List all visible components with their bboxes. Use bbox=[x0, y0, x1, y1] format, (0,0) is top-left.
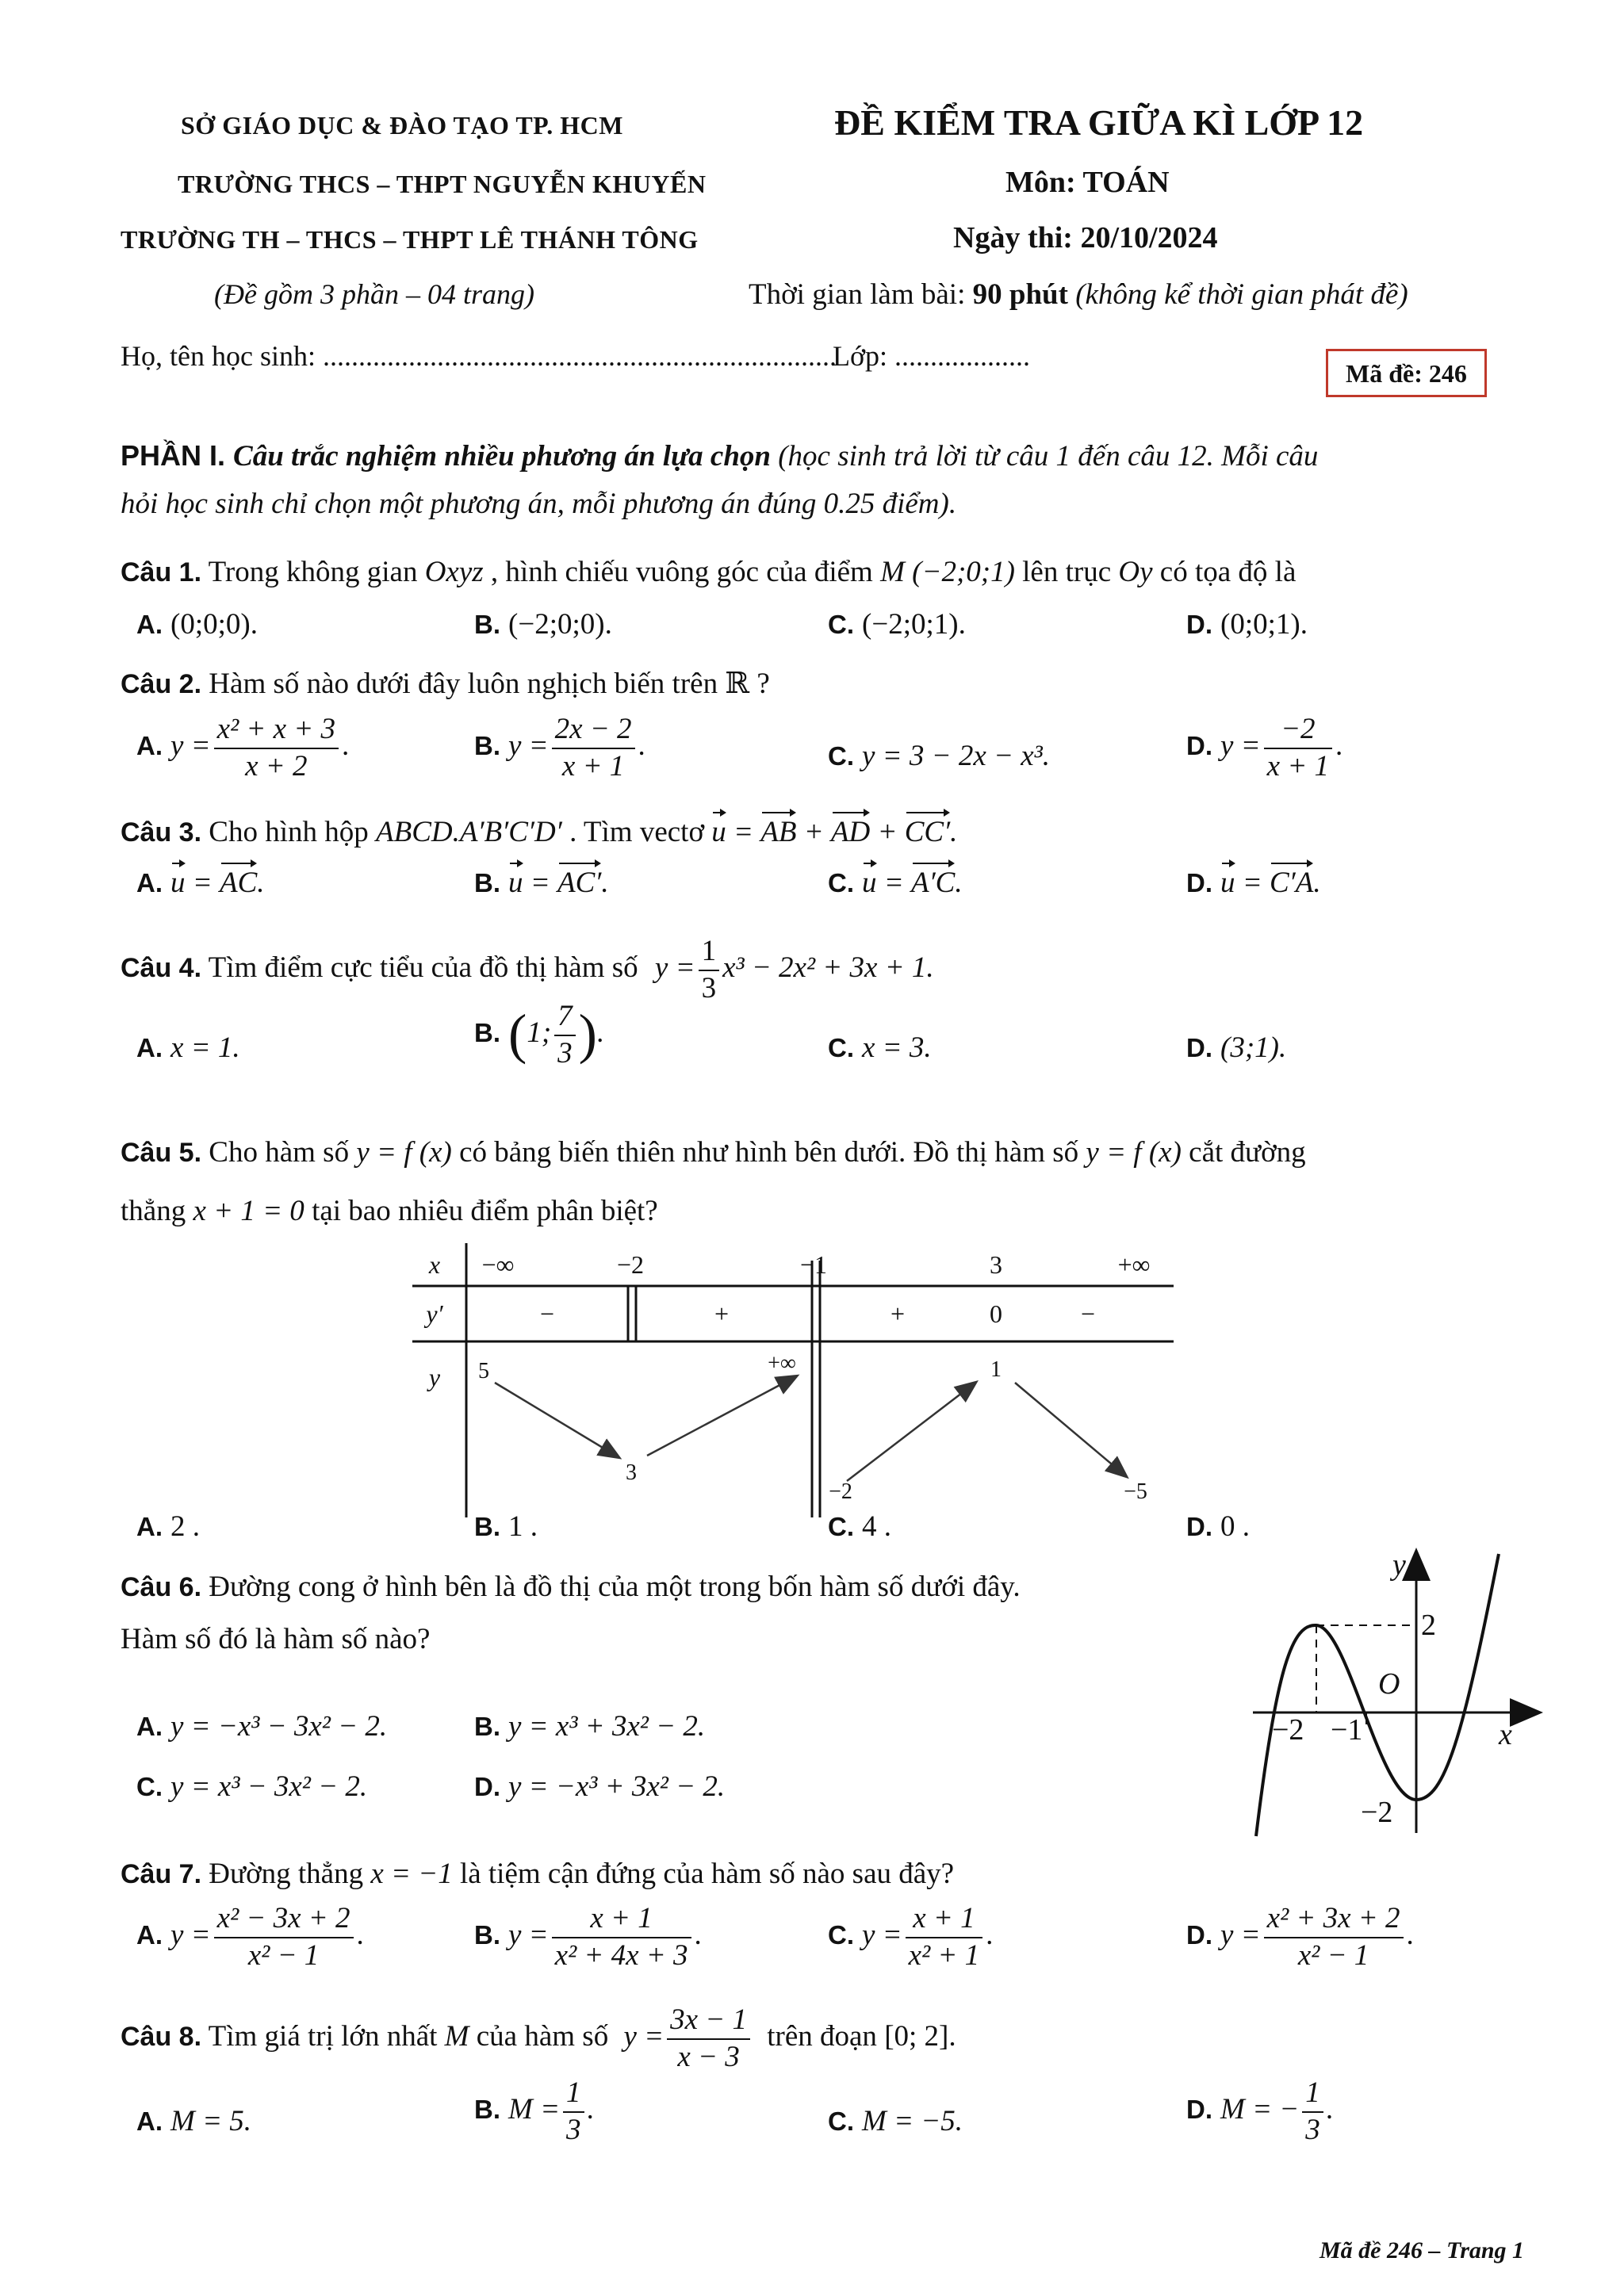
denominator: x − 3 bbox=[677, 2040, 740, 2073]
question-6-line-2: Hàm số đó là hàm số nào? bbox=[121, 1623, 431, 1655]
question-label: Câu 1. bbox=[121, 557, 202, 587]
paren-right: ) bbox=[578, 1004, 597, 1066]
option-letter: D. bbox=[1186, 731, 1212, 761]
vector: AC′ bbox=[557, 867, 602, 899]
question-1 bbox=[121, 555, 1296, 589]
y-eq: y = bbox=[862, 1919, 902, 1952]
option-text: (3;1). bbox=[1220, 1031, 1287, 1064]
exam-title: ĐỀ KIỂM TRA GIỮA KÌ LỚP 12 bbox=[834, 102, 1364, 143]
option-letter: D. bbox=[1186, 1033, 1212, 1062]
variation-table bbox=[412, 1243, 1174, 1517]
question-label: Câu 7. bbox=[121, 1859, 202, 1889]
q6-option-c[interactable] bbox=[136, 1770, 367, 1804]
q7-option-b[interactable]: B. y = $\frac{x + 1}{\text{x² + 4x + 3}}$ . bbox=[474, 1902, 702, 1972]
question-5-line-2 bbox=[121, 1194, 658, 1228]
option-letter: B. bbox=[474, 1018, 500, 1048]
q7-asymptote: x = −1 bbox=[370, 1858, 453, 1890]
denominator: 3 bbox=[1305, 2113, 1320, 2146]
fraction bbox=[1264, 1903, 1404, 1972]
option-text: y = x³ − 3x² − 2. bbox=[170, 1770, 368, 1803]
vector-ab: AB bbox=[760, 816, 797, 848]
numerator: x + 1 bbox=[552, 1903, 691, 1938]
option-letter: C. bbox=[828, 610, 854, 639]
option-text: y = −x³ − 3x² − 2. bbox=[170, 1710, 388, 1743]
fraction bbox=[1302, 2077, 1323, 2146]
variation-arrow-up bbox=[647, 1376, 796, 1456]
option-text: y = x³ + 3x² − 2. bbox=[508, 1710, 706, 1743]
y-eq: y = bbox=[508, 1919, 549, 1952]
question-6 bbox=[121, 1570, 1021, 1604]
vector: C′A bbox=[1269, 867, 1314, 899]
vector-u: u bbox=[862, 867, 877, 899]
y-value: −2 bbox=[829, 1479, 852, 1504]
q1-option-a[interactable] bbox=[136, 607, 258, 641]
derivative-sign: + bbox=[890, 1299, 906, 1328]
function-graph bbox=[1237, 1538, 1554, 1839]
x-value: −2 bbox=[616, 1250, 645, 1279]
fraction bbox=[554, 1001, 576, 1070]
exam-date: Ngày thi: 20/10/2024 bbox=[953, 221, 1218, 254]
school-name-2: TRƯỜNG TH – THCS – THPT LÊ THÁNH TÔNG bbox=[121, 225, 699, 254]
option-letter: A. bbox=[136, 2107, 163, 2136]
origin-label: O bbox=[1378, 1667, 1400, 1701]
denominator: x + 1 bbox=[561, 749, 625, 783]
x-value: 3 bbox=[990, 1250, 1002, 1279]
q2-option-b[interactable]: B. y = $\frac{2x - 2}{x + 1}$ . bbox=[474, 713, 645, 783]
denominator: x² − 1 bbox=[247, 1938, 320, 1972]
vector-u: u bbox=[508, 867, 523, 899]
option-text: M = −5. bbox=[862, 2105, 963, 2137]
option-text: 2 . bbox=[170, 1510, 200, 1543]
option-letter: C. bbox=[828, 2107, 854, 2136]
fraction bbox=[214, 714, 339, 783]
denominator: x + 2 bbox=[245, 749, 308, 783]
question-3 bbox=[121, 815, 957, 849]
q8-interval: [0; 2]. bbox=[884, 2020, 956, 2053]
denominator: x² − 1 bbox=[1297, 1938, 1369, 1972]
option-text: y = 3 − 2x − x³. bbox=[862, 740, 1051, 772]
q8-option-a[interactable] bbox=[136, 2104, 251, 2138]
question-8 bbox=[121, 2004, 956, 2073]
question-label: Câu 2. bbox=[121, 669, 202, 699]
q5-text-c: cắt đường bbox=[1181, 1136, 1306, 1169]
q3-text-b: . Tìm vectơ bbox=[561, 816, 712, 848]
denominator: x² + 4x + 3 bbox=[554, 1938, 688, 1972]
q5-text-a: Cho hàm số bbox=[201, 1136, 357, 1169]
paren-left: ( bbox=[508, 1004, 527, 1066]
vector-u: u bbox=[170, 867, 186, 899]
q6-option-d[interactable] bbox=[474, 1770, 725, 1804]
denominator: 3 bbox=[701, 971, 717, 1004]
option-letter: A. bbox=[136, 1920, 163, 1950]
derivative-zero: 0 bbox=[990, 1299, 1002, 1328]
option-text: (0;0;1). bbox=[1220, 608, 1308, 641]
q2-option-a[interactable]: A. y = $\frac{\text{x² + x + 3}}{x + 2}$ . bbox=[136, 713, 350, 783]
option-letter: D. bbox=[1186, 1920, 1212, 1950]
vector: A′C bbox=[910, 867, 956, 899]
y-value: 3 bbox=[626, 1460, 637, 1485]
option-text: x = 1. bbox=[170, 1031, 240, 1064]
pages-note: (Đề gồm 3 phần – 04 trang) bbox=[214, 278, 534, 310]
numerator: 1 bbox=[699, 936, 720, 971]
option-letter: B. bbox=[474, 1712, 500, 1741]
q3-option-c[interactable] bbox=[828, 866, 963, 900]
option-letter: C. bbox=[136, 1772, 163, 1801]
option-letter: C. bbox=[828, 868, 854, 897]
q8-max-var: M bbox=[444, 2020, 469, 2053]
numerator: x + 1 bbox=[906, 1903, 982, 1938]
row-label-yprime: y′ bbox=[426, 1299, 443, 1328]
y-eq: y = bbox=[1220, 729, 1261, 763]
q1-text-c: lên trục bbox=[1014, 556, 1119, 588]
q5-option-a[interactable] bbox=[136, 1510, 200, 1544]
fn-pre: y = bbox=[654, 951, 695, 985]
q3-text-a: Cho hình hộp bbox=[201, 816, 377, 848]
q6-option-b[interactable] bbox=[474, 1709, 705, 1743]
tick-label-x2: −1 bbox=[1331, 1713, 1363, 1747]
denominator: 3 bbox=[566, 2113, 581, 2146]
q3-option-d[interactable] bbox=[1186, 866, 1321, 900]
option-text: M = − $\frac{1}{3}$ . bbox=[1220, 2076, 1335, 2146]
y-value: −5 bbox=[1124, 1479, 1147, 1504]
option-text: y = −x³ + 3x² − 2. bbox=[508, 1770, 726, 1803]
option-text: M = 5. bbox=[170, 2105, 252, 2137]
question-label: Câu 3. bbox=[121, 817, 202, 848]
cubic-curve bbox=[1256, 1554, 1499, 1836]
m-eq: M = bbox=[508, 2093, 561, 2126]
x-axis-label: x bbox=[1499, 1718, 1512, 1751]
q8-text-b: của hàm số bbox=[469, 2020, 609, 2053]
derivative-sign: + bbox=[714, 1299, 730, 1328]
denominator: 3 bbox=[557, 1036, 573, 1070]
q8-text-c: trên đoạn bbox=[767, 2020, 877, 2053]
fraction bbox=[1264, 714, 1332, 783]
question-label: Câu 6. bbox=[121, 1572, 202, 1602]
q1-text-b: , hình chiếu vuông góc của điểm bbox=[483, 556, 881, 588]
q1-text-d: có tọa độ là bbox=[1152, 556, 1297, 588]
row-label-y: y bbox=[428, 1363, 441, 1391]
option-letter: B. bbox=[474, 610, 500, 639]
numerator: −2 bbox=[1264, 714, 1332, 749]
q4-option-b[interactable] bbox=[474, 1001, 604, 1070]
numerator: 1 bbox=[1302, 2077, 1323, 2113]
tick-label-y-top: 2 bbox=[1421, 1609, 1436, 1642]
option-letter: D. bbox=[1186, 1512, 1212, 1541]
y-value: 1 bbox=[990, 1357, 1002, 1382]
option-letter: A. bbox=[136, 731, 163, 761]
q3-box: ABCD.A′B′C′D′ bbox=[376, 816, 562, 848]
department-name: SỞ GIÁO DỤC & ĐÀO TẠO TP. HCM bbox=[181, 111, 623, 140]
y-eq: y = bbox=[508, 729, 549, 763]
variation-arrow-down bbox=[495, 1383, 619, 1457]
q5-option-c[interactable] bbox=[828, 1510, 891, 1544]
option-letter: B. bbox=[474, 2095, 500, 2125]
tick-label-y-bottom: −2 bbox=[1361, 1796, 1393, 1829]
option-text: u = C′A. bbox=[1220, 867, 1321, 899]
q7-option-d[interactable]: D. y = $\frac{\text{x² + 3x + 2}}{\text{x² − 1}}$ . bbox=[1186, 1902, 1414, 1972]
q5-line2-a: thẳng bbox=[121, 1195, 193, 1227]
vector-ad: AD bbox=[830, 816, 871, 848]
variation-arrow-up bbox=[847, 1383, 975, 1481]
q2-text: Hàm số nào dưới đây luôn nghịch biến trên ℝ ? bbox=[201, 668, 770, 700]
vector-u: u bbox=[1220, 867, 1235, 899]
q8-option-d[interactable] bbox=[1186, 2077, 1334, 2146]
option-letter: C. bbox=[828, 1920, 854, 1950]
option-letter: D. bbox=[1186, 610, 1212, 639]
numerator: x² − 3x + 2 bbox=[214, 1903, 354, 1938]
fraction bbox=[667, 2004, 750, 2073]
derivative-sign: − bbox=[1080, 1299, 1096, 1328]
student-name-field: Họ, tên học sinh: ........................................................................ bbox=[121, 340, 837, 372]
q1-axis: Oy bbox=[1118, 556, 1153, 588]
duration-value: 90 phút bbox=[972, 278, 1068, 311]
q8-option-b[interactable] bbox=[474, 2077, 595, 2146]
question-2 bbox=[121, 666, 770, 701]
q1-point: M (−2;0;1) bbox=[880, 556, 1015, 588]
numerator: 3x − 1 bbox=[667, 2004, 750, 2040]
x-value: −∞ bbox=[481, 1250, 515, 1279]
y-value: 5 bbox=[478, 1359, 489, 1383]
option-letter: B. bbox=[474, 1512, 500, 1541]
q7-text-b: là tiệm cận đứng của hàm số nào sau đây? bbox=[452, 1858, 955, 1890]
y-eq: y = bbox=[1220, 1919, 1261, 1952]
q5-fn-1: y = f (x) bbox=[356, 1136, 452, 1169]
q5-option-b[interactable] bbox=[474, 1510, 538, 1544]
fraction bbox=[214, 1903, 354, 1972]
option-text: x = 3. bbox=[862, 1031, 932, 1064]
section-1-title bbox=[121, 439, 1318, 473]
y-eq: y = bbox=[170, 729, 211, 763]
option-letter: D. bbox=[474, 1772, 500, 1801]
question-5 bbox=[121, 1135, 1306, 1169]
q2-option-d[interactable]: D. y = $\frac{-2}{x + 1}$ . bbox=[1186, 713, 1343, 783]
option-text: 4 . bbox=[862, 1510, 891, 1543]
question-4 bbox=[121, 936, 934, 1004]
exam-code-box: Mã đề: 246 bbox=[1326, 349, 1487, 397]
q5-line2-b: tại bao nhiêu điểm phân biệt? bbox=[304, 1195, 658, 1227]
subject: Môn: TOÁN bbox=[1005, 166, 1170, 199]
option-text: (0;0;0). bbox=[170, 608, 258, 641]
q6-option-a[interactable] bbox=[136, 1709, 387, 1743]
fraction bbox=[699, 936, 720, 1004]
y-axis-label: y bbox=[1392, 1548, 1406, 1582]
q4-option-c[interactable] bbox=[828, 1031, 932, 1065]
q8-text-a: Tìm giá trị lớn nhất bbox=[201, 2020, 445, 2053]
question-7 bbox=[121, 1857, 954, 1891]
option-letter: B. bbox=[474, 868, 500, 897]
section-1-instructions-1: (học sinh trả lời từ câu 1 đến câu 12. Mỗi câu bbox=[770, 440, 1319, 473]
q7-option-c[interactable]: C. y = $\frac{x + 1}{\text{x² + 1}}$ . bbox=[828, 1902, 994, 1972]
section-1-type: Câu trắc nghiệm nhiều phương án lựa chọn bbox=[233, 440, 771, 473]
q1-option-c[interactable] bbox=[828, 607, 966, 641]
row-label-x: x bbox=[428, 1250, 441, 1279]
fraction bbox=[906, 1903, 982, 1972]
option-letter: A. bbox=[136, 1512, 163, 1541]
fn-post: x³ − 2x² + 3x + 1. bbox=[722, 951, 934, 985]
fraction bbox=[552, 714, 635, 783]
option-text: 0 . bbox=[1220, 1510, 1250, 1543]
question-label: Câu 8. bbox=[121, 2022, 202, 2053]
numerator: 2x − 2 bbox=[552, 714, 635, 749]
option-letter: C. bbox=[828, 1512, 854, 1541]
vector-u: u bbox=[711, 816, 726, 848]
option-text: 1 . bbox=[508, 1510, 538, 1543]
page-footer: Mã đề 246 – Trang 1 bbox=[1320, 2237, 1525, 2263]
q1-option-d[interactable] bbox=[1186, 607, 1308, 641]
option-text: u = AC. bbox=[170, 867, 265, 899]
q5-line-eq: x + 1 = 0 bbox=[193, 1195, 304, 1227]
q5-text-b: có bảng biến thiên như hình bên dưới. Đồ thị hàm số bbox=[451, 1136, 1086, 1169]
q7-option-a[interactable]: A. y = $\frac{\text{x² − 3x + 2}}{\text{x² − 1}}$ . bbox=[136, 1902, 364, 1972]
exam-duration bbox=[749, 277, 1408, 312]
question-label: Câu 4. bbox=[121, 953, 202, 984]
point-x: 1; bbox=[527, 1016, 552, 1050]
derivative-sign: − bbox=[539, 1299, 555, 1328]
x-value: +∞ bbox=[1117, 1250, 1151, 1279]
variation-arrow-down bbox=[1015, 1383, 1126, 1476]
q5-fn-2: y = f (x) bbox=[1086, 1136, 1182, 1169]
option-letter: D. bbox=[1186, 868, 1212, 897]
numerator: 1 bbox=[563, 2077, 584, 2113]
option-letter: B. bbox=[474, 731, 500, 761]
numerator: 7 bbox=[554, 1001, 576, 1036]
option-letter: A. bbox=[136, 1712, 163, 1741]
q8-option-c[interactable] bbox=[828, 2104, 963, 2138]
y-eq: y = bbox=[170, 1919, 211, 1952]
q3-option-a[interactable] bbox=[136, 866, 265, 900]
option-text: (−2;0;0). bbox=[508, 608, 612, 641]
q1-text-a: Trong không gian bbox=[201, 556, 425, 588]
vector-cc: CC′ bbox=[904, 816, 951, 848]
q8-function: y = $\frac{3x - 1}{x - 3}$ bbox=[623, 2020, 753, 2053]
vector: AC bbox=[219, 867, 258, 899]
option-letter: A. bbox=[136, 610, 163, 639]
option-text: (−2;0;1). bbox=[862, 608, 966, 641]
option-letter: D. bbox=[1186, 2095, 1212, 2125]
section-1-heading: PHẦN I. bbox=[121, 439, 234, 472]
q3-vector-sum: u = AB + AD + CC′. bbox=[711, 816, 958, 848]
question-label: Câu 5. bbox=[121, 1138, 202, 1168]
q4-option-d[interactable] bbox=[1186, 1031, 1286, 1065]
q7-text-a: Đường thẳng bbox=[201, 1858, 371, 1890]
q1-option-b[interactable] bbox=[474, 607, 612, 641]
q4-function bbox=[654, 935, 934, 1004]
x-value: −1 bbox=[799, 1250, 828, 1279]
duration-prefix: Thời gian làm bài: bbox=[749, 278, 973, 311]
q1-space: Oxyz bbox=[424, 556, 484, 588]
q2-option-c[interactable] bbox=[828, 739, 1050, 773]
denominator: x + 1 bbox=[1266, 749, 1330, 783]
fraction bbox=[563, 2077, 584, 2146]
tick-label-x1: −2 bbox=[1272, 1713, 1304, 1747]
q6-text-1: Đường cong ở hình bên là đồ thị của một trong bốn hàm số dưới đây. bbox=[201, 1571, 1021, 1603]
q4-text: Tìm điểm cực tiểu của đồ thị hàm số bbox=[201, 951, 638, 985]
option-text: (1; $\frac{7}{3}$ ). bbox=[508, 1000, 605, 1070]
q3-option-b[interactable] bbox=[474, 866, 609, 900]
option-letter: A. bbox=[136, 868, 163, 897]
class-field: Lớp: ................... bbox=[833, 340, 1031, 372]
section-1-instructions-2: hỏi học sinh chỉ chọn một phương án, mỗi phương án đúng 0.25 điểm). bbox=[121, 488, 957, 520]
numerator: x² + x + 3 bbox=[214, 714, 339, 749]
option-letter: C. bbox=[828, 1033, 854, 1062]
q4-option-a[interactable] bbox=[136, 1031, 240, 1065]
option-letter: A. bbox=[136, 1033, 163, 1062]
option-text: u = AC′. bbox=[508, 867, 609, 899]
option-letter: B. bbox=[474, 1920, 500, 1950]
option-letter: C. bbox=[828, 741, 854, 771]
duration-note: (không kể thời gian phát đề) bbox=[1067, 278, 1408, 311]
fraction bbox=[552, 1903, 691, 1972]
option-text: M = $\frac{1}{3}$ . bbox=[508, 2076, 595, 2146]
option-text: u = A′C. bbox=[862, 867, 963, 899]
y-value: +∞ bbox=[768, 1351, 796, 1376]
denominator: x² + 1 bbox=[908, 1938, 980, 1972]
m-eq: M = − bbox=[1220, 2093, 1300, 2126]
school-name-1: TRƯỜNG THCS – THPT NGUYỄN KHUYẾN bbox=[178, 170, 707, 198]
numerator: x² + 3x + 2 bbox=[1264, 1903, 1404, 1938]
